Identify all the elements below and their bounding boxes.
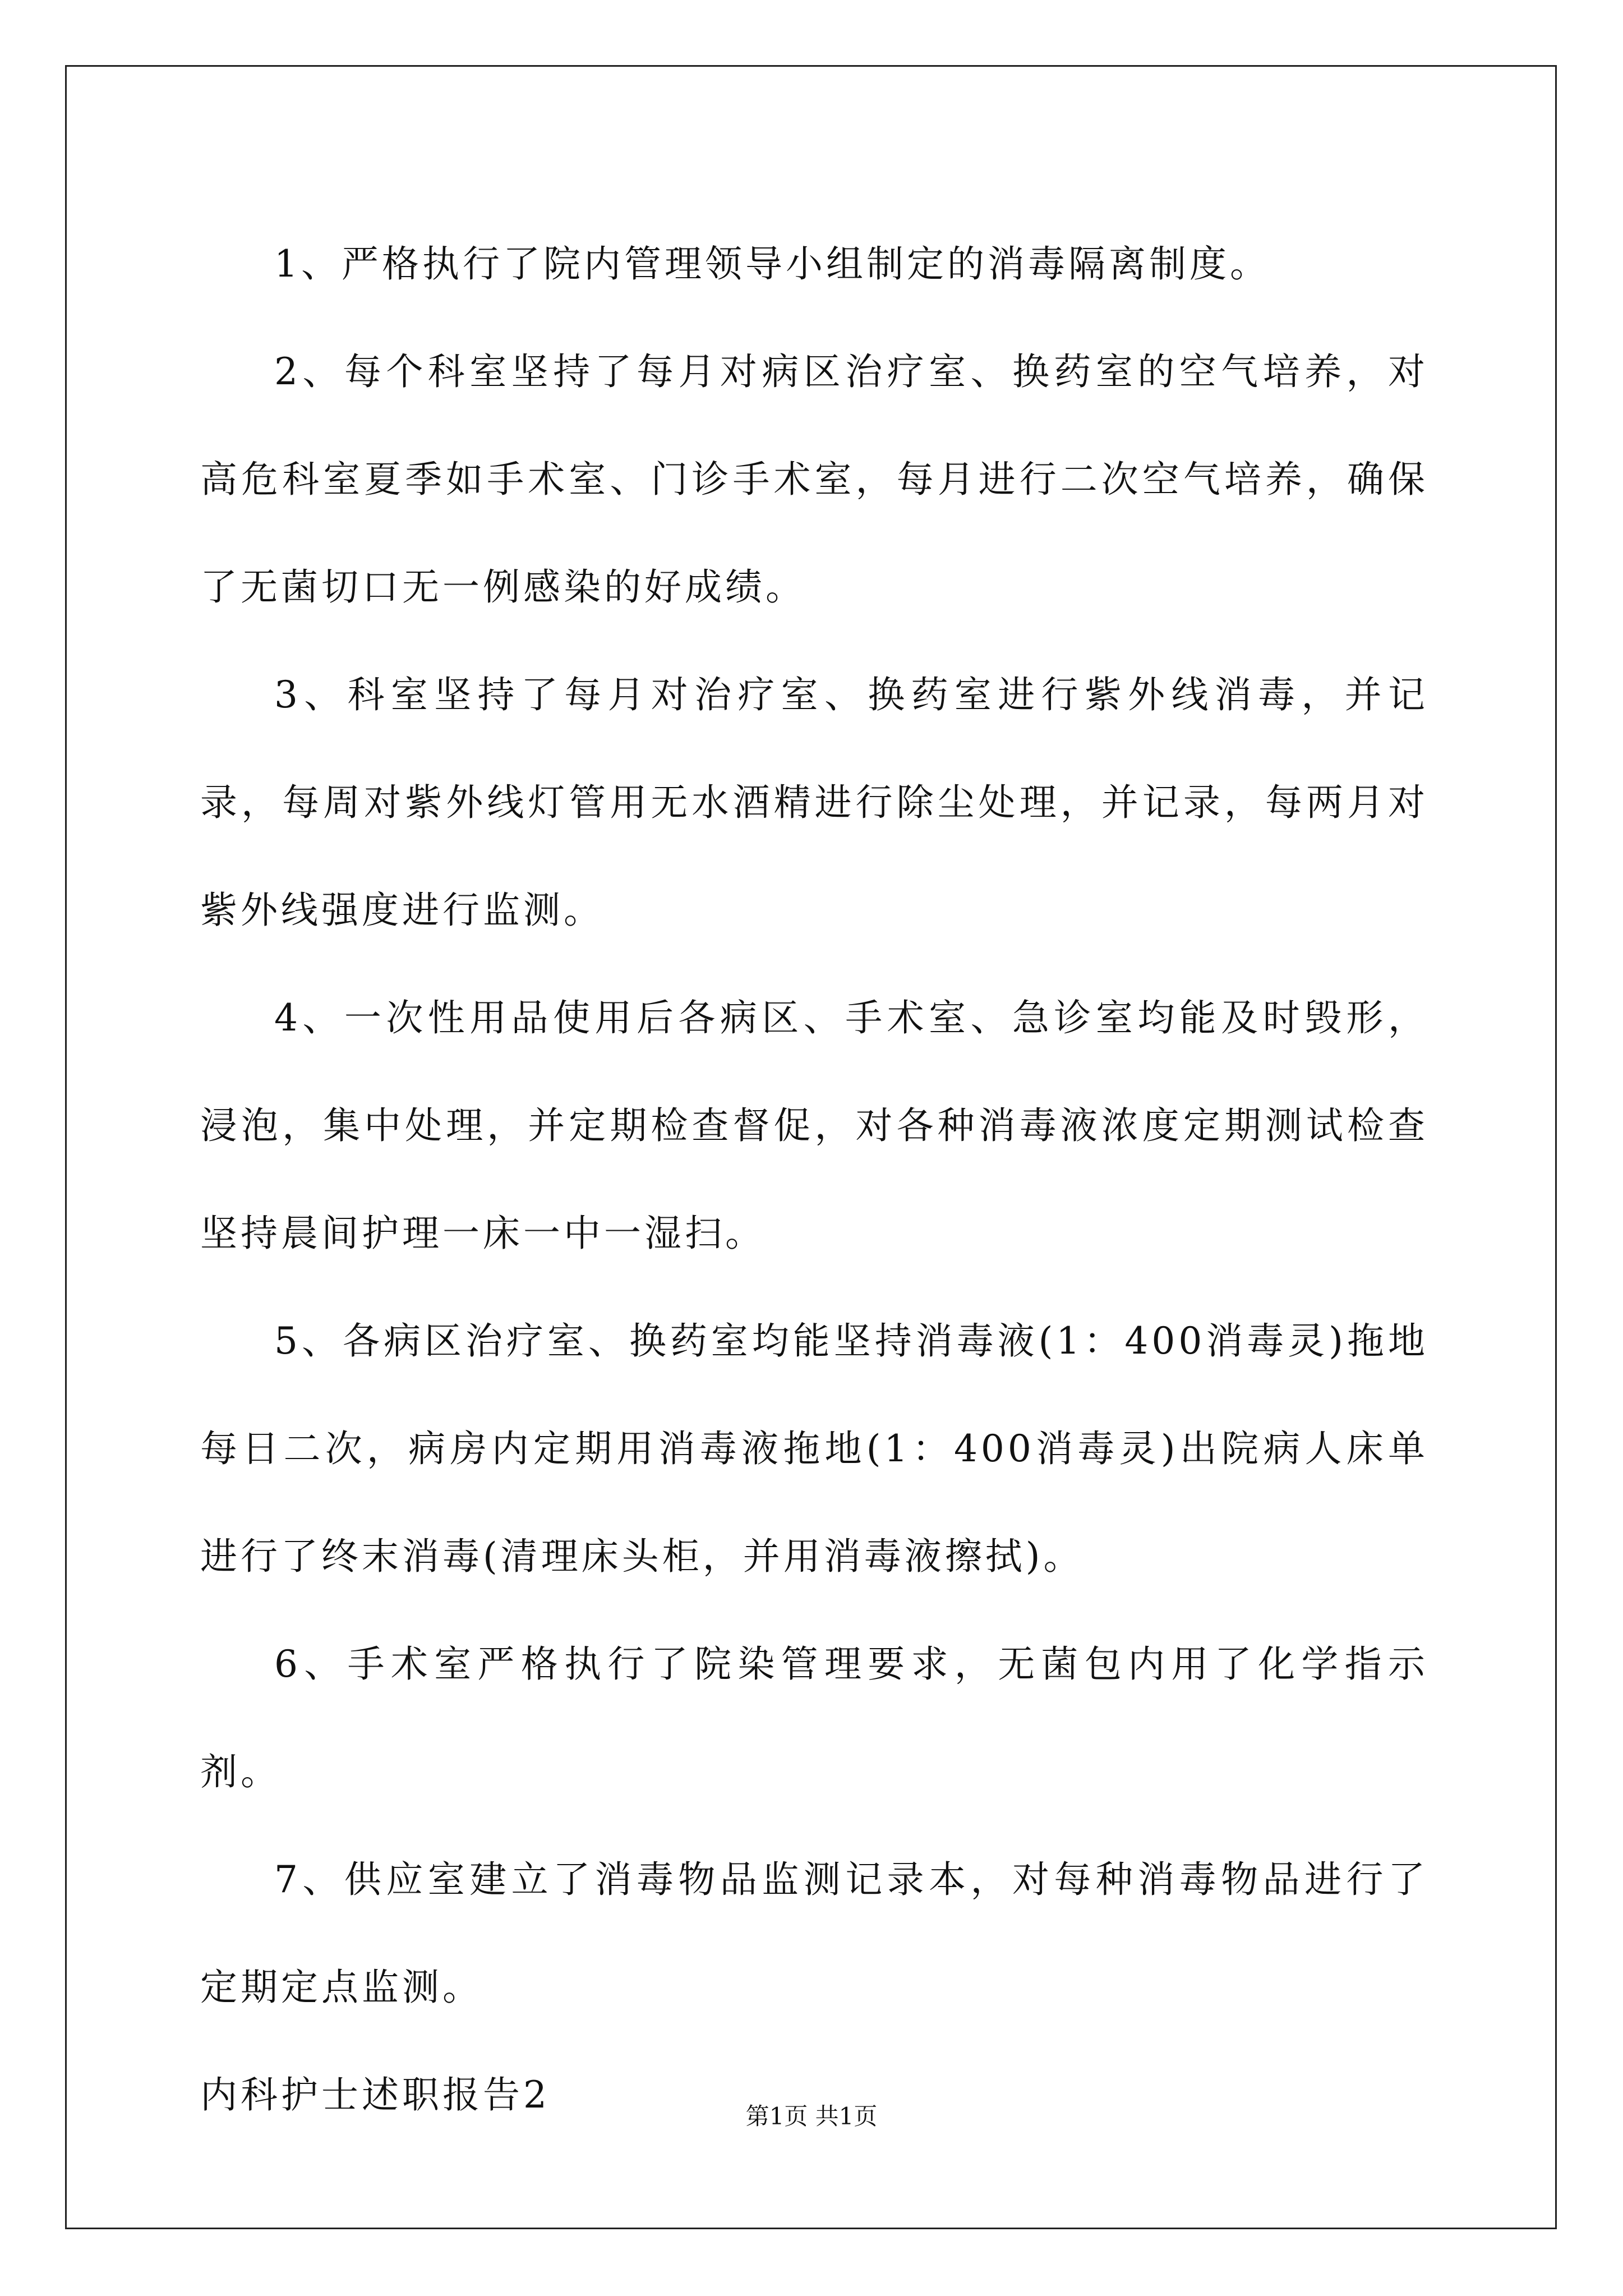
paragraph-4: 4、一次性用品使用后各病区、手术室、急诊室均能及时毁形，浸泡，集中处理，并定期检查督促，对各种消毒液浓度定期测试检查坚持晨间护理一床一中一湿扫。 [200, 996, 1428, 1255]
document-body [200, 210, 1428, 2149]
paragraph-2: 2、每个科室坚持了每月对病区治疗室、换药室的空气培养，对高危科室夏季如手术室、门诊手术室，每月进行二次空气培养，确保了无菌切口无一例感染的好成绩。 [200, 350, 1428, 609]
section-heading: 内科护士述职报告2 [200, 2073, 550, 2116]
page-number-footer: 第1页 共1页 [745, 2102, 878, 2130]
paragraph-7: 7、供应室建立了消毒物品监测记录本，对每种消毒物品进行了定期定点监测。 [200, 1858, 1428, 2009]
paragraph-5: 5、各病区治疗室、换药室均能坚持消毒液(1：400消毒灵)拖地每日二次，病房内定期用消毒液拖地(1：400消毒灵)出院病人床单进行了终末消毒(清理床头柜，并用消毒液擦拭)。 [200, 1319, 1428, 1578]
paragraph-1: 1、严格执行了院内管理领导小组制定的消毒隔离制度。 [274, 242, 1270, 286]
paragraph-3: 3、科室坚持了每月对治疗室、换药室进行紫外线消毒，并记录，每周对紫外线灯管用无水酒精进行除尘处理，并记录，每两月对紫外线强度进行监测。 [200, 673, 1428, 932]
paragraph-6: 6、手术室严格执行了院染管理要求，无菌包内用了化学指示剂。 [200, 1642, 1428, 1793]
